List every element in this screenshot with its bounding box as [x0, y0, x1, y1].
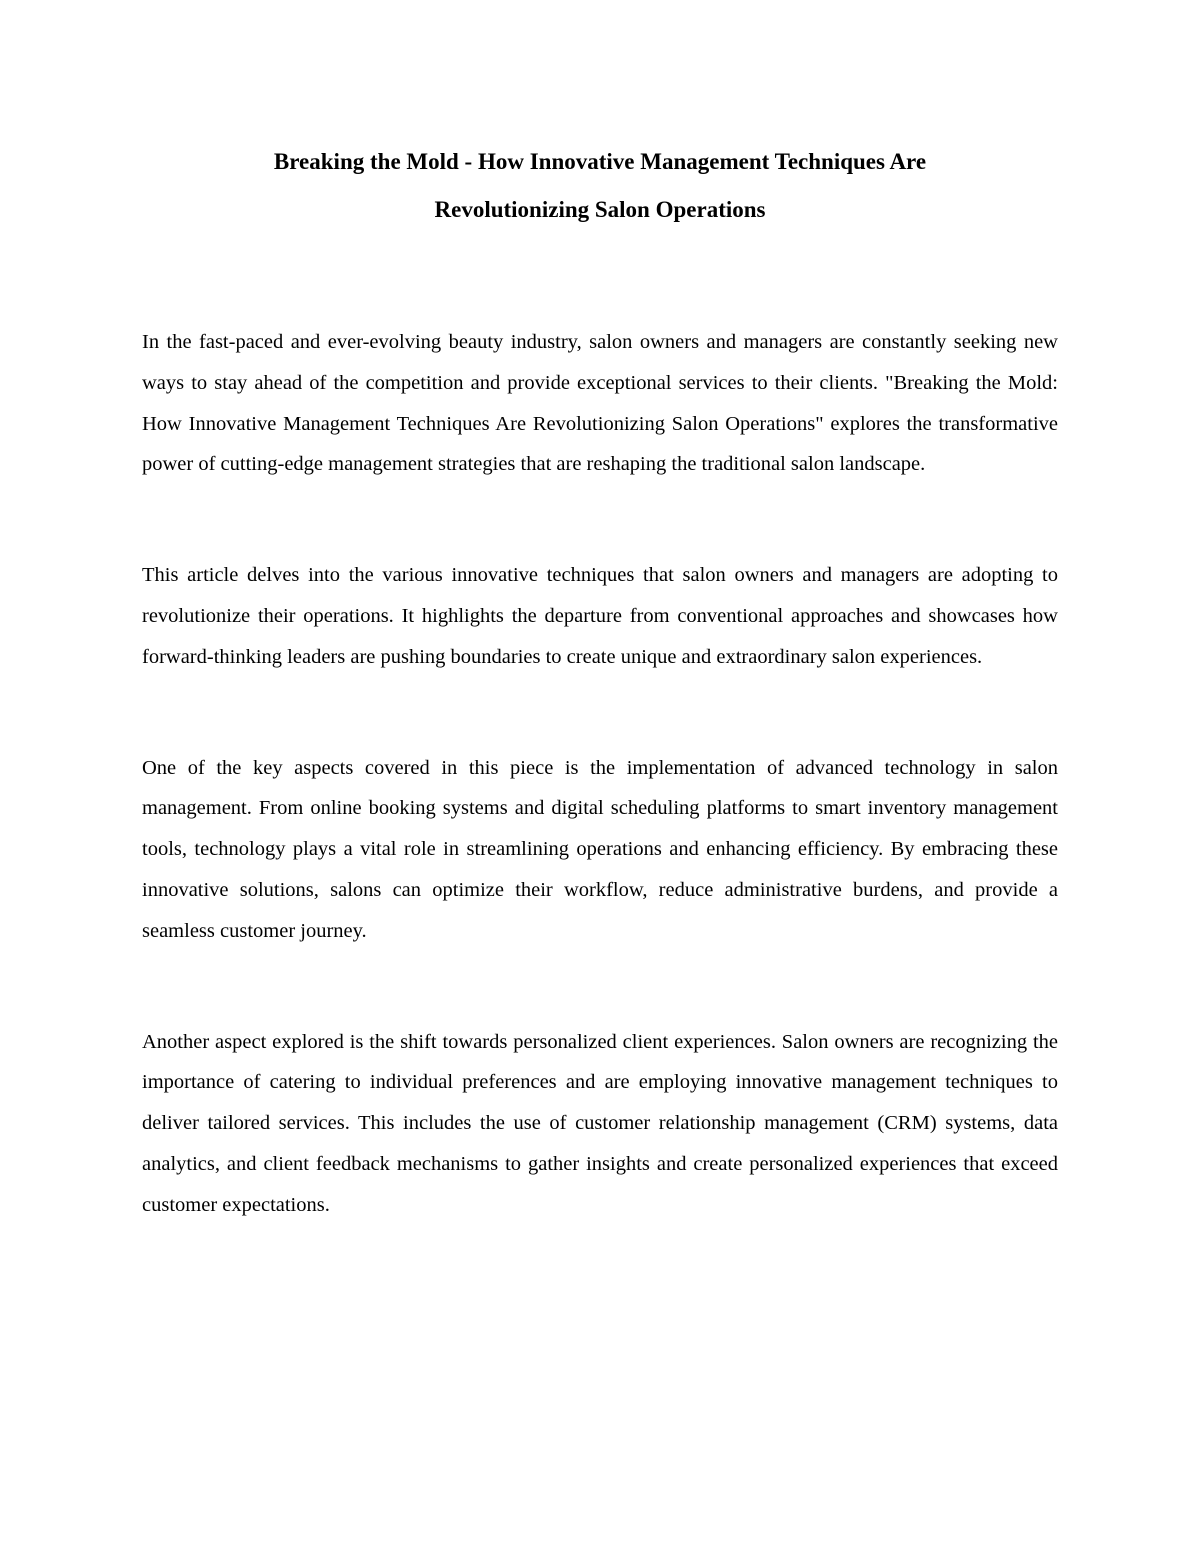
title-line-2: Revolutionizing Salon Operations [434, 197, 766, 222]
paragraph-personalization: Another aspect explored is the shift towards personalized client experiences. Salon owners are recognizing the importance of catering to individual preferences and are employing innovative management techniques to deliver tailored services. This includes the use of customer relationship management (CRM) systems, data analytics, and client feedback mechanisms to gather insights and create personalized experiences that exceed customer expectations. [142, 1030, 1058, 1216]
document-page [142, 138, 1058, 1226]
paragraph-technology: One of the key aspects covered in this piece is the implementation of advanced technology in salon management. From online booking systems and digital scheduling platforms to smart inventory management tools, technology plays a vital role in streamlining operations and enhancing efficiency. By embracing these innovative solutions, salons can optimize their workflow, reduce administrative burdens, and provide a seamless customer journey. [142, 756, 1058, 942]
document-title [142, 138, 1058, 234]
paragraph-article-overview: This article delves into the various innovative techniques that salon owners and managers are adopting to revolutionize their operations. It highlights the departure from conventional approaches and showcases how forward-thinking leaders are pushing boundaries to create unique and extraordinary salon experiences. [142, 564, 1058, 668]
title-line-1: Breaking the Mold - How Innovative Management Techniques Are [273, 149, 927, 174]
paragraph-intro: In the fast-paced and ever-evolving beauty industry, salon owners and managers are constantly seeking new ways to stay ahead of the competition and provide exceptional services to their clients. "Breaking the Mold: How Innovative Management Techniques Are Revolutionizing Salon Operations" explores the transformative power of cutting-edge management strategies that are reshaping the traditional salon landscape. [142, 331, 1058, 476]
